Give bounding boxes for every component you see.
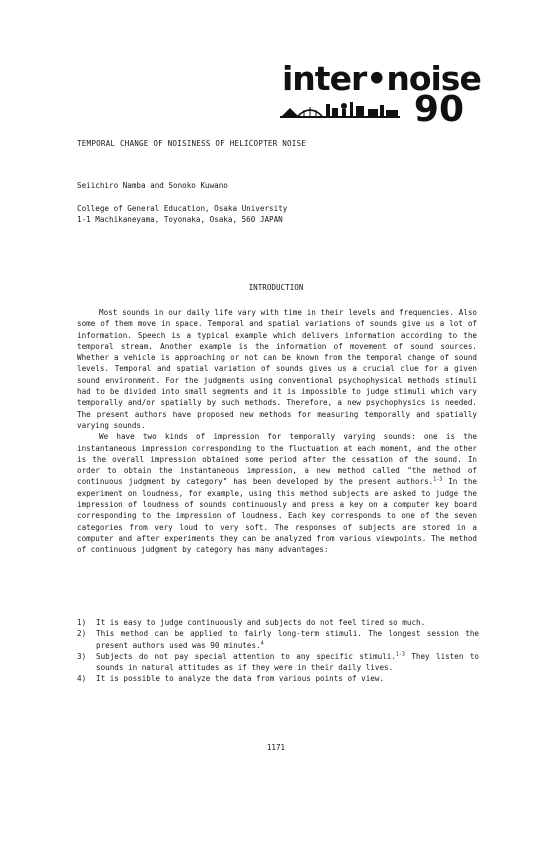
conference-logo [278,59,481,130]
citation-superscript: 4 [260,640,264,647]
list-item-text-continued: They listen to sounds in natural attitudes as if they were in their daily lives. [96,651,479,673]
affiliation-line: College of General Education, Osaka University [77,204,288,213]
skyline-icon [280,100,400,122]
paragraph [77,431,477,555]
paragraph: Most sounds in our daily life vary with time in their levels and frequencies. Also some of them move in space. Temporal and spatial variations of sounds give us a lot of information. Speech is a typical example which delivers information according to the temporal stream. Another example is the information of movement of sound sources. Whether a vehicle is approaching or not can be known from the temporal change of sound levels. Temporal and spatial variation of sounds gives us a crucial clue for a given sound environment. For the judgments using conventional psychophysical methods stimuli had to be divided into small segments and it is impossible to judge stimuli which vary temporally and/or spatially by such methods. Therefore, a new psychophysics is needed. The present authors have proposed new methods for measuring temporally and spatially varying sounds. [77,308,477,430]
page-number: 1171 [266,743,286,752]
list-item-number: 1) [77,618,87,627]
paragraph-text: In the experiment on loudness, for example, using this method subjects are asked to judge the impression of loudness of sounds continuously and press a key on a computer key board corresponding to the impression of loudness. Each key corresponds to one of the seven categories from very loud to very soft. The responses of subjects are stored in a computer and after experiments they can be analyzed from various viewpoints. The method of continuous judgment by category has many advantages: [77,477,477,555]
logo-year: 90 [413,89,464,130]
citation-superscript: 1-3 [433,476,443,483]
section-heading: INTRODUCTION [248,283,304,292]
author-affiliation [77,203,287,226]
list-item [77,673,479,684]
affiliation-line: 1-1 Machikaneyama, Toyonaka, Osaka, 560 JAPAN [77,215,283,225]
citation-superscript: 1-3 [395,651,405,658]
paper-authors: Seiichiro Namba and Sonoko Kuwano [77,181,228,190]
paragraph-text: We have two kinds of impression for temporally varying sounds: one is the instantaneous impression corresponding to the fluctuation at each moment, and the other is the overall impression obtained some period after the cessation of the sound. In order to obtain the instantaneous impression, a new method called "the method of continuous judgment by category" has been developed by the present authors. [77,432,477,487]
list-item-number: 4) [77,674,87,684]
list-item-text: This method can be applied to fairly long-term stimuli. The longest session the present authors used was 90 minutes. [96,629,479,650]
list-item-text: Subjects do not pay special attention to any specific stimuli. [96,651,396,661]
list-item [77,651,479,674]
logo-wordmark: inter•noise [282,59,481,98]
list-item-text: It is possible to analyze the data from various points of view. [96,674,385,684]
advantages-list [77,617,479,685]
list-item-number: 3) [77,651,87,661]
paper-title: TEMPORAL CHANGE OF NOISINESS OF HELICOPTER NOISE [77,139,307,148]
body-text [77,307,477,556]
list-item-number: 2) [77,629,87,639]
list-item [77,617,479,628]
list-item-text: It is easy to judge continuously and subjects do not feel tired so much. [96,618,426,627]
list-item [77,628,479,651]
